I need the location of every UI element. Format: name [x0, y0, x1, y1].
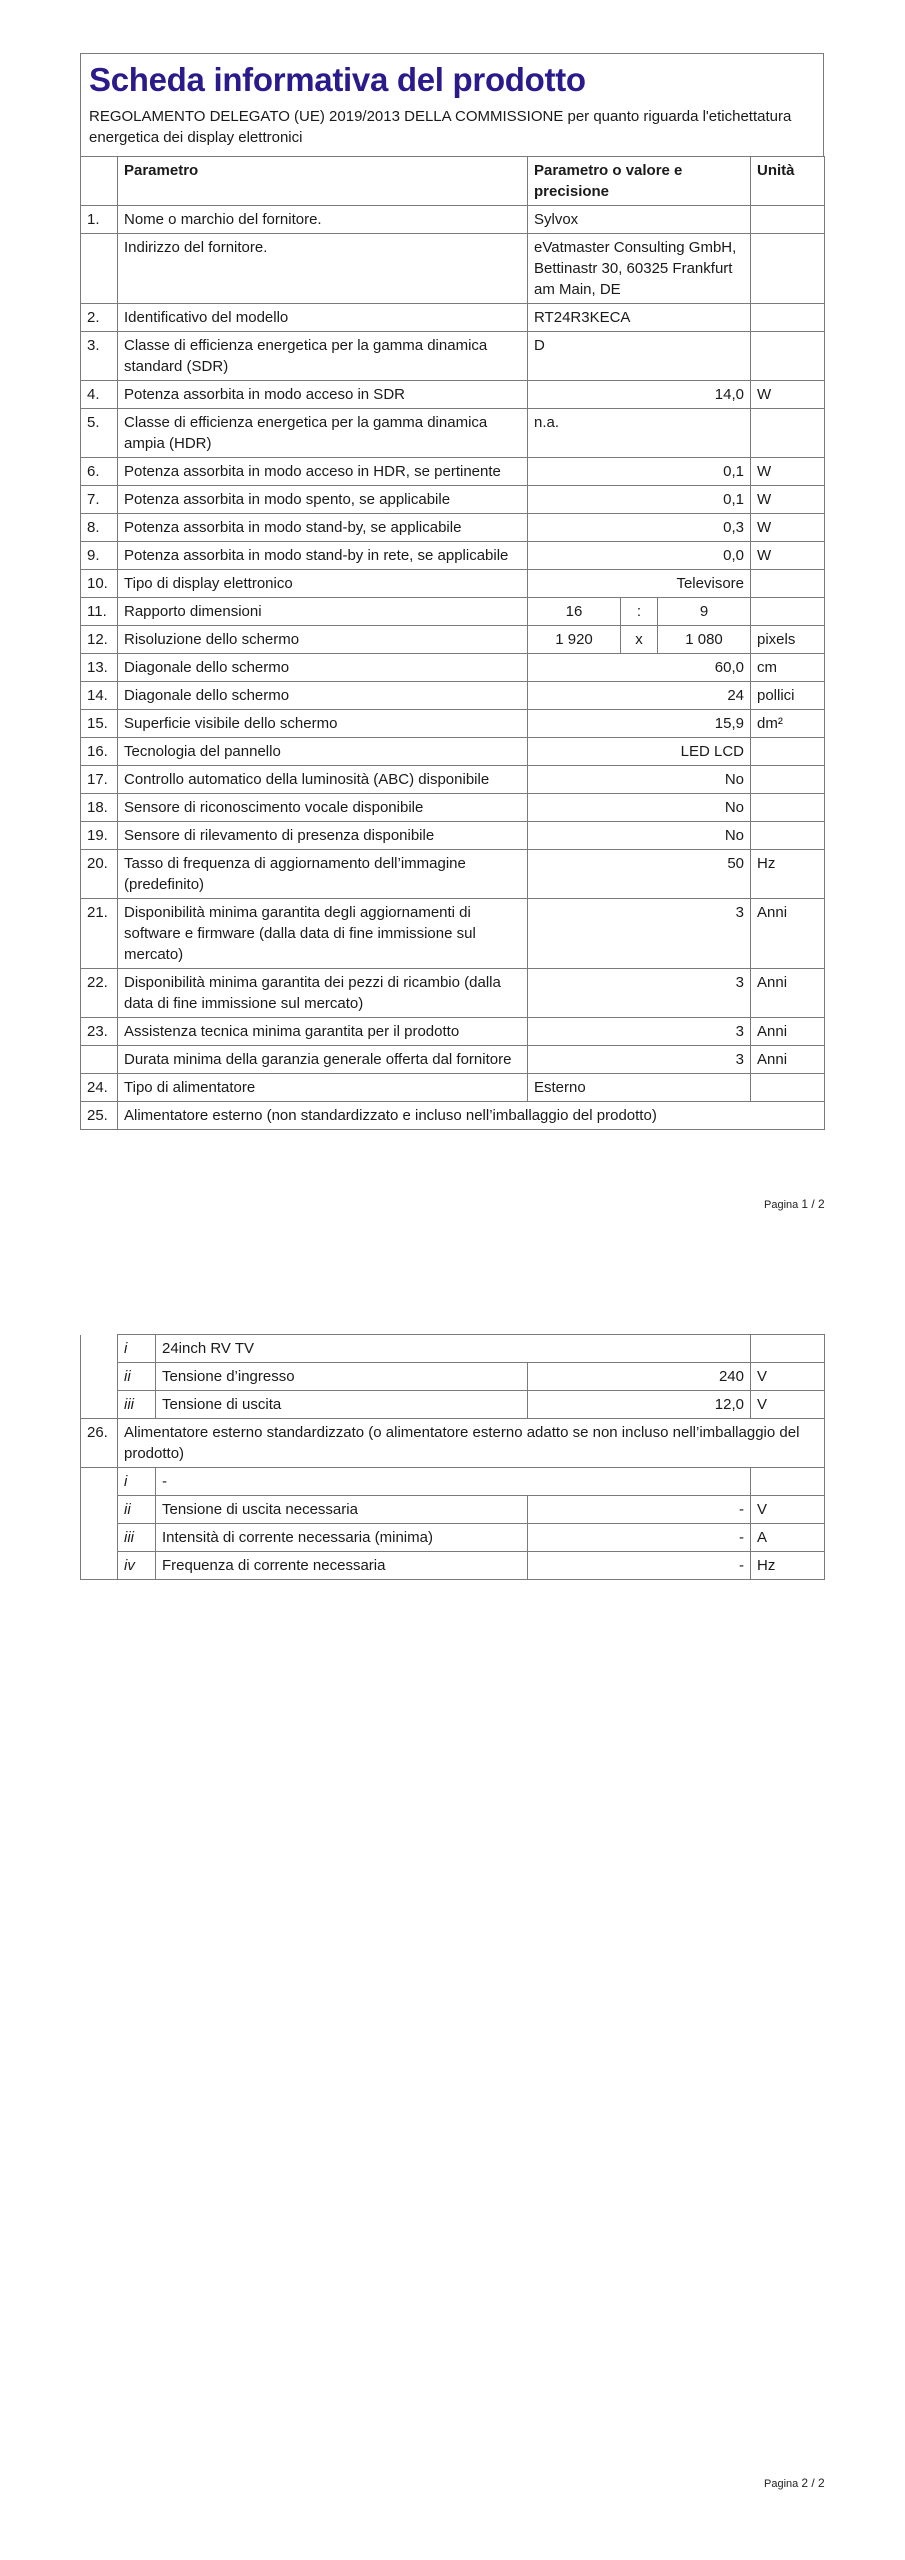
row-value: 24	[528, 682, 751, 710]
page-1	[80, 53, 824, 1130]
table-row	[81, 822, 825, 850]
row-unit	[751, 1074, 825, 1102]
table-row	[81, 458, 825, 486]
row-number: 12.	[81, 626, 118, 654]
row-unit: Anni	[751, 899, 825, 969]
row-param: Assistenza tecnica minima garantita per il prodotto	[118, 1018, 528, 1046]
row-param-full: Alimentatore esterno (non standardizzato e incluso nell’imballaggio del prodotto)	[118, 1102, 825, 1130]
header-unit: Unità	[751, 157, 825, 206]
row-value: 15,9	[528, 710, 751, 738]
row-unit: W	[751, 458, 825, 486]
table-row	[81, 682, 825, 710]
row-number-empty	[81, 1363, 118, 1391]
table-row	[81, 332, 825, 381]
row-unit: Anni	[751, 1046, 825, 1074]
row-unit: cm	[751, 654, 825, 682]
row-value: n.a.	[528, 409, 751, 458]
row-number: 15.	[81, 710, 118, 738]
row-number: 26.	[81, 1419, 118, 1468]
sub-index: ii	[118, 1363, 156, 1391]
table-row	[81, 514, 825, 542]
row-value: LED LCD	[528, 738, 751, 766]
row-number: 13.	[81, 654, 118, 682]
row-number: 20.	[81, 850, 118, 899]
table-row	[81, 1335, 825, 1363]
table-row	[81, 206, 825, 234]
row-number-empty	[81, 1335, 118, 1363]
row-value: 3	[528, 899, 751, 969]
sub-unit: V	[751, 1363, 825, 1391]
table-row	[81, 899, 825, 969]
row-value-a: 1 920	[528, 626, 621, 654]
row-param: Superficie visibile dello schermo	[118, 710, 528, 738]
row-value: No	[528, 794, 751, 822]
table-row	[81, 409, 825, 458]
row-number: 8.	[81, 514, 118, 542]
row-number: 2.	[81, 304, 118, 332]
page-2	[80, 1334, 824, 1580]
row-number: 10.	[81, 570, 118, 598]
table-row	[81, 1363, 825, 1391]
sub-label: Tensione d’ingresso	[156, 1363, 528, 1391]
row-unit: Hz	[751, 850, 825, 899]
sub-index: i	[118, 1468, 156, 1496]
row-number-empty	[81, 1552, 118, 1580]
product-info-table	[80, 156, 825, 1130]
row-unit	[751, 234, 825, 304]
table-row	[81, 1391, 825, 1419]
row-value: 0,0	[528, 542, 751, 570]
row-number-empty	[81, 1524, 118, 1552]
row-param: Disponibilità minima garantita degli aggiornamenti di software e firmware (dalla data di fine immissione sul mercato)	[118, 899, 528, 969]
row-number: 21.	[81, 899, 118, 969]
table-row	[81, 598, 825, 626]
sub-unit	[751, 1335, 825, 1363]
row-param: Potenza assorbita in modo stand-by, se applicabile	[118, 514, 528, 542]
row-unit	[751, 598, 825, 626]
table-row	[81, 1074, 825, 1102]
row-value: D	[528, 332, 751, 381]
row-unit: W	[751, 542, 825, 570]
row-param: Durata minima della garanzia generale offerta dal fornitore	[118, 1046, 528, 1074]
sub-index: i	[118, 1335, 156, 1363]
row-number	[81, 1046, 118, 1074]
row-param: Sensore di rilevamento di presenza disponibile	[118, 822, 528, 850]
row-value: Esterno	[528, 1074, 751, 1102]
row-unit: Anni	[751, 1018, 825, 1046]
sub-index: iv	[118, 1552, 156, 1580]
table-row	[81, 1524, 825, 1552]
row-number: 1.	[81, 206, 118, 234]
row-param: Potenza assorbita in modo stand-by in rete, se applicabile	[118, 542, 528, 570]
sub-value: -	[528, 1496, 751, 1524]
row-param: Tipo di alimentatore	[118, 1074, 528, 1102]
table-row	[81, 654, 825, 682]
table-row	[81, 1419, 825, 1468]
table-row	[81, 766, 825, 794]
sub-value: 12,0	[528, 1391, 751, 1419]
row-value: No	[528, 822, 751, 850]
table-row	[81, 570, 825, 598]
row-unit	[751, 409, 825, 458]
table-row	[81, 1102, 825, 1130]
row-number: 14.	[81, 682, 118, 710]
row-number-empty	[81, 1468, 118, 1496]
sub-label: 24inch RV TV	[156, 1335, 751, 1363]
row-value: 50	[528, 850, 751, 899]
sub-label: -	[156, 1468, 751, 1496]
row-value: Televisore	[528, 570, 751, 598]
header-value: Parametro o valore e precisione	[528, 157, 751, 206]
row-number: 7.	[81, 486, 118, 514]
row-number: 23.	[81, 1018, 118, 1046]
page-number-1: Pagina 1 / 2	[764, 1197, 825, 1211]
row-number-empty	[81, 1391, 118, 1419]
row-value: 0,1	[528, 458, 751, 486]
row-value: 3	[528, 1018, 751, 1046]
header-param: Parametro	[118, 157, 528, 206]
row-number: 4.	[81, 381, 118, 409]
sub-unit: A	[751, 1524, 825, 1552]
table-row	[81, 381, 825, 409]
document-header	[80, 53, 824, 156]
table-row	[81, 1018, 825, 1046]
row-value: 60,0	[528, 654, 751, 682]
row-value: 0,1	[528, 486, 751, 514]
document-subtitle: REGOLAMENTO DELEGATO (UE) 2019/2013 DELLA COMMISSIONE per quanto riguarda l'etichettatura energetica dei display elettronici	[89, 108, 792, 146]
row-param: Classe di efficienza energetica per la gamma dinamica standard (SDR)	[118, 332, 528, 381]
header-num	[81, 157, 118, 206]
row-number: 9.	[81, 542, 118, 570]
row-value-b: 1 080	[658, 626, 751, 654]
row-number: 11.	[81, 598, 118, 626]
sub-value: 240	[528, 1363, 751, 1391]
row-param-full: Alimentatore esterno standardizzato (o alimentatore esterno adatto se non incluso nell’imballaggio del prodotto)	[118, 1419, 825, 1468]
row-param: Tasso di frequenza di aggiornamento dell’immagine (predefinito)	[118, 850, 528, 899]
row-unit	[751, 738, 825, 766]
table-row	[81, 794, 825, 822]
row-value: 0,3	[528, 514, 751, 542]
sub-label: Intensità di corrente necessaria (minima)	[156, 1524, 528, 1552]
row-number	[81, 234, 118, 304]
table-row	[81, 234, 825, 304]
row-value: RT24R3KECA	[528, 304, 751, 332]
sub-value: -	[528, 1552, 751, 1580]
row-value: Sylvox	[528, 206, 751, 234]
row-param: Identificativo del modello	[118, 304, 528, 332]
row-unit	[751, 822, 825, 850]
row-param: Sensore di riconoscimento vocale disponibile	[118, 794, 528, 822]
row-number: 5.	[81, 409, 118, 458]
table-row	[81, 486, 825, 514]
row-number: 16.	[81, 738, 118, 766]
row-value: 14,0	[528, 381, 751, 409]
sub-unit: Hz	[751, 1552, 825, 1580]
table-row	[81, 1468, 825, 1496]
row-unit: W	[751, 486, 825, 514]
row-unit: pollici	[751, 682, 825, 710]
row-number: 18.	[81, 794, 118, 822]
table-row	[81, 969, 825, 1018]
row-value: 3	[528, 969, 751, 1018]
row-param: Tipo di display elettronico	[118, 570, 528, 598]
table-row	[81, 304, 825, 332]
document-title: Scheda informativa del prodotto	[89, 61, 586, 98]
row-number: 19.	[81, 822, 118, 850]
sub-index: iii	[118, 1391, 156, 1419]
row-number: 6.	[81, 458, 118, 486]
row-number: 24.	[81, 1074, 118, 1102]
sub-label: Tensione di uscita	[156, 1391, 528, 1419]
row-value-sep: x	[621, 626, 658, 654]
row-unit: pixels	[751, 626, 825, 654]
sub-unit: V	[751, 1496, 825, 1524]
row-unit: dm²	[751, 710, 825, 738]
row-unit	[751, 766, 825, 794]
row-param: Classe di efficienza energetica per la gamma dinamica ampia (HDR)	[118, 409, 528, 458]
row-param: Diagonale dello schermo	[118, 654, 528, 682]
row-param: Potenza assorbita in modo acceso in SDR	[118, 381, 528, 409]
row-value-a: 16	[528, 598, 621, 626]
sub-value: -	[528, 1524, 751, 1552]
row-unit	[751, 304, 825, 332]
sub-label: Tensione di uscita necessaria	[156, 1496, 528, 1524]
row-unit: Anni	[751, 969, 825, 1018]
row-number: 3.	[81, 332, 118, 381]
row-unit	[751, 332, 825, 381]
table-row	[81, 850, 825, 899]
row-param: Disponibilità minima garantita dei pezzi di ricambio (dalla data di fine immissione sul mercato)	[118, 969, 528, 1018]
row-value: No	[528, 766, 751, 794]
table-row	[81, 1552, 825, 1580]
row-param: Controllo automatico della luminosità (ABC) disponibile	[118, 766, 528, 794]
row-param: Rapporto dimensioni	[118, 598, 528, 626]
row-value: 3	[528, 1046, 751, 1074]
table-row	[81, 710, 825, 738]
row-unit	[751, 206, 825, 234]
row-value-sep: :	[621, 598, 658, 626]
row-param: Diagonale dello schermo	[118, 682, 528, 710]
row-param: Tecnologia del pannello	[118, 738, 528, 766]
table-row	[81, 1046, 825, 1074]
row-unit	[751, 794, 825, 822]
row-param: Risoluzione dello schermo	[118, 626, 528, 654]
sub-index: iii	[118, 1524, 156, 1552]
row-number-empty	[81, 1496, 118, 1524]
table-row	[81, 542, 825, 570]
table-header-row	[81, 157, 825, 206]
row-unit	[751, 570, 825, 598]
row-number: 25.	[81, 1102, 118, 1130]
table-row	[81, 738, 825, 766]
row-param: Potenza assorbita in modo acceso in HDR, se pertinente	[118, 458, 528, 486]
row-unit: W	[751, 514, 825, 542]
row-value-b: 9	[658, 598, 751, 626]
row-number: 17.	[81, 766, 118, 794]
table-row	[81, 626, 825, 654]
sub-index: ii	[118, 1496, 156, 1524]
row-unit: W	[751, 381, 825, 409]
row-param: Indirizzo del fornitore.	[118, 234, 528, 304]
sub-label: Frequenza di corrente necessaria	[156, 1552, 528, 1580]
table-row	[81, 1496, 825, 1524]
row-value: eVatmaster Consulting GmbH, Bettinastr 30, 60325 Frankfurt am Main, DE	[528, 234, 751, 304]
row-param: Nome o marchio del fornitore.	[118, 206, 528, 234]
sub-unit: V	[751, 1391, 825, 1419]
product-info-table-continued	[80, 1334, 825, 1580]
row-number: 22.	[81, 969, 118, 1018]
page-number-2: Pagina 2 / 2	[764, 2476, 825, 2490]
row-param: Potenza assorbita in modo spento, se applicabile	[118, 486, 528, 514]
sub-unit	[751, 1468, 825, 1496]
